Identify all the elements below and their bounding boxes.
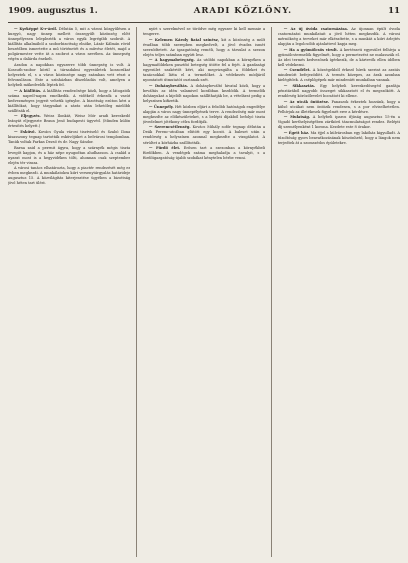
paragraph-heading: — Csendélet. [283, 68, 311, 73]
news-paragraph [8, 89, 130, 114]
paragraph-text: Az újonnan épült óvoda csatornázási munkálatait a jövő héten megkezdik. A városi mérnökség a terveket már elkészítette, s a munkát a kiírt árlejtés alapján a legolcsóbb ajánlattevő kapja meg. [277, 27, 400, 47]
paragraph-heading: — Kyrképpé K-r-áról. [14, 27, 58, 31]
header-rule [8, 22, 400, 23]
paragraph-text: Kovács Mihály sofőr tegnap délután a Deák Ferenc-utcában elütött egy kocsit. A baleset után a rendőrség a helyszínen azonnal megkezdte a vizsgálatot. A sérültet a kórházba szállították. [142, 125, 266, 145]
paragraph-heading: — Szerencsétlenség. [148, 125, 191, 130]
paragraph-text: nyírt s szerelmével se törődve még egyszer ki kell mennie a tengerre. [142, 27, 266, 37]
news-paragraph [278, 115, 400, 130]
paragraph-text: A dohánybeváltó hivatal közli, hogy a beváltás az idén valamivel korábban kezdődik. A termelők dohányukat a kijelölt napokon szállíthatják be, a vételárat pedig a helyszínen kifizetik. [142, 84, 266, 104]
page-number: 11 [388, 6, 400, 16]
paragraph-text: Délután 5, mit a városi közgyűlésen a kurgyó, nagy ünnep mellett összegyűlt közönség előtt ünnepélyesen leleplezték a város egyik legrégibb szobrát. A kiállítás alkalmából a szoborbizottság elnöke, Lázár Kálmán rövid beszédben ismertette a mű történetét és a művész életét, majd a polgármester vette át a szobrot a város nevében. Az ünnepség végén a dalárda énekelt. [8, 27, 131, 62]
paragraph-text: Panaszok érkeztek hozzánk, hogy a külső utcákat nem öntözik rendesen, s a por elviselhetetlen. Felhívjuk az illetékesek figyelmét erre a kérdésre. [277, 99, 400, 114]
paragraph-heading: — A hagymabetegség. [148, 58, 195, 63]
paragraph-heading: — Ünnepély. [148, 104, 174, 109]
paragraph-heading: — A kiállítás. [14, 88, 42, 93]
paragraph-text: Weisz Ilonkát, Weisz Mór aradi kereskedő leányát eljegyezte Braun Jenő budapesti ügyvéd. (Minden külön értesítés helyett.) [8, 114, 131, 129]
news-paragraph [278, 27, 400, 47]
paragraph-heading: — Az utcák öntözése. [283, 99, 330, 104]
paragraph-text: Kovács Gyula városi tisztviselő és Szabó Ilona kisasszony tegnap tartották esküvőjüket a belvárosi templomban. Tanúk voltak Farkas Dezső és dr. Nagy Sándor. [8, 129, 131, 145]
news-paragraph [8, 130, 130, 145]
news-paragraph [143, 146, 265, 161]
column-divider [136, 27, 137, 557]
paragraph-text: Aradon a napokban egyszerre több ünnepség is volt. A Kossuth-szobor körül a társadalmi egyesületek koszorúkat helyeztek el, s a város közönsége nagy számban vett részt a felvonuláson. Este a színházban díszelőadás volt, amelyen a helybeli műkedvelők léptek fel. [8, 62, 131, 88]
paragraph-text: kit a közönség a múlt évadban több szerepben megkedvelt, a jövő évadra ismét szerződtetett. Az igazgatóság reméli, hogy a társulat a szezon elején teljes számban együtt lesz. [142, 37, 266, 57]
paragraph-text: Barna zaid a perrnit ágyra, hogy a szárnyék mégis tiszta levegőt kapjon, és a ház népe nyugodtan aludhasson. A család a nyarat most is a hegyvidéken tölti, ahonnan csak szeptember elején tér vissza. [8, 145, 131, 165]
column-1 [8, 27, 130, 557]
news-paragraph [8, 166, 130, 186]
paragraph-heading: — Az új óvóda csatornázása. [283, 27, 349, 31]
news-paragraph [278, 68, 400, 83]
news-paragraph [8, 114, 130, 129]
paragraph-heading: — Mulatság. [283, 115, 311, 120]
news-paragraph [143, 105, 265, 125]
news-paragraph [8, 27, 130, 62]
news-paragraph [8, 146, 130, 166]
paragraph-heading: — Ha a gyümölcsös virult. [283, 47, 339, 52]
paragraph-text: A városi tanács elhatározta, hogy a piactér rendezését még ez évben megkezdi. A munkálatokra kiírt versenytárgyalás határideje augusztus 15. A közvilágítás kiterjesztése ügyében a bizottság jövő héten tart ülést. [8, 166, 131, 186]
column-2 [143, 27, 265, 557]
news-paragraph [278, 48, 400, 68]
news-paragraph [143, 84, 265, 104]
paragraph-heading: — Esküvő. [14, 129, 36, 134]
paragraph-heading: — Sikkasztás. [283, 84, 316, 89]
news-paragraph [143, 125, 265, 145]
paragraph-heading: — Eljegyzés. [14, 114, 41, 119]
paragraph-text: A kertészeti egyesület felhívja a gyümölcstermelők figyelmét, hogy a permetezést ne mulasszák el. Az idei termés kedvezőnek ígérkezik, de a kártevők ellen időben kell védekezni. [277, 47, 400, 67]
paragraph-text: A helybeli iparos ifjúság augusztus 15-én a Vigadó kerthelyiségében zártkörű táncmulatságot rendez. Belépti díj személyenként 1 korona. Kezdete este 8 órakor. [277, 115, 400, 130]
paragraph-text: Ma éjjel a külvárosban egy lakóház kigyulladt. A tűzoltóság gyors beavatkozásának köszönhető, hogy a lángok nem terjedtek át a szomszédos épületekre. [277, 130, 400, 146]
page-header [8, 6, 400, 20]
news-paragraph [278, 100, 400, 115]
paragraph-heading: — Dohánybeváltás. [148, 84, 189, 89]
column-3 [278, 27, 400, 557]
news-paragraph [278, 131, 400, 146]
news-paragraph [278, 84, 400, 99]
paragraph-text: Egy helybeli kereskedősegéd gazdája pénztárából nagyobb összeget sikkasztott el és megszökött. A rendőrség körözőlevelet bocsátott ki ellene. [277, 84, 400, 99]
paragraph-text: Hét közben eljárt a felsőbb hatóságok engedélye alapján a város nagy ünnepélyének terve. A rendezőség már most megkezdte az előkészületeket, s a belépti díjakból befolyó tiszta jövedelmet jótékony célra fordítják. [142, 104, 266, 124]
paragraph-heading: — Égett ház. [283, 130, 310, 135]
newspaper-title: ARADI KÖZLÖNY. [193, 6, 293, 16]
paragraph-text: A községekből érkező hírek szerint az aratás mindenütt befejeződött. A termés közepes, az árak azonban kielégítőek. A cséplőgépek már mindenütt munkában vannak. [277, 68, 400, 83]
news-paragraph [8, 63, 130, 88]
column-divider [271, 27, 272, 557]
news-paragraph [143, 38, 265, 58]
text-columns [8, 27, 400, 557]
news-paragraph [143, 58, 265, 83]
paragraph-text: A kiállítás rendezősége közli, hogy a látogatók száma napról-napra emelkedik. A vidékről érkezők a vasút kedvezményes jegyeit vehetik igénybe. A bizottság ezúton kéri a kiállítókat, hogy tárgyaikat a zárás után lehetőleg mielőbb szállítsák el. [8, 88, 131, 113]
paragraph-heading: — Kelemen Károly fiatal színész, [148, 37, 220, 42]
paragraph-text: Az utóbbi napokban a környéken a hagymaföldeken pusztító betegség ütötte fel a fejét. A gazdasági egyesület szakértőt kért, aki megvizsgálta a földeket és tanácsokkal látta el a termelőket. A védekezés módjáról nyomtatott útmutatót osztanak szét. [142, 58, 266, 83]
news-paragraph [143, 27, 265, 37]
paragraph-text: Erősen tart a szezonban a környékbeli fürdőkben. A vendégek száma meghaladja a tavalyit, s a fürdőigazgatóság újabb szobákat kénytelen bérbe venni. [142, 146, 266, 161]
paragraph-heading: — Fürdő élet. [148, 146, 181, 151]
issue-date: 1909. augusztus 1. [8, 6, 98, 16]
